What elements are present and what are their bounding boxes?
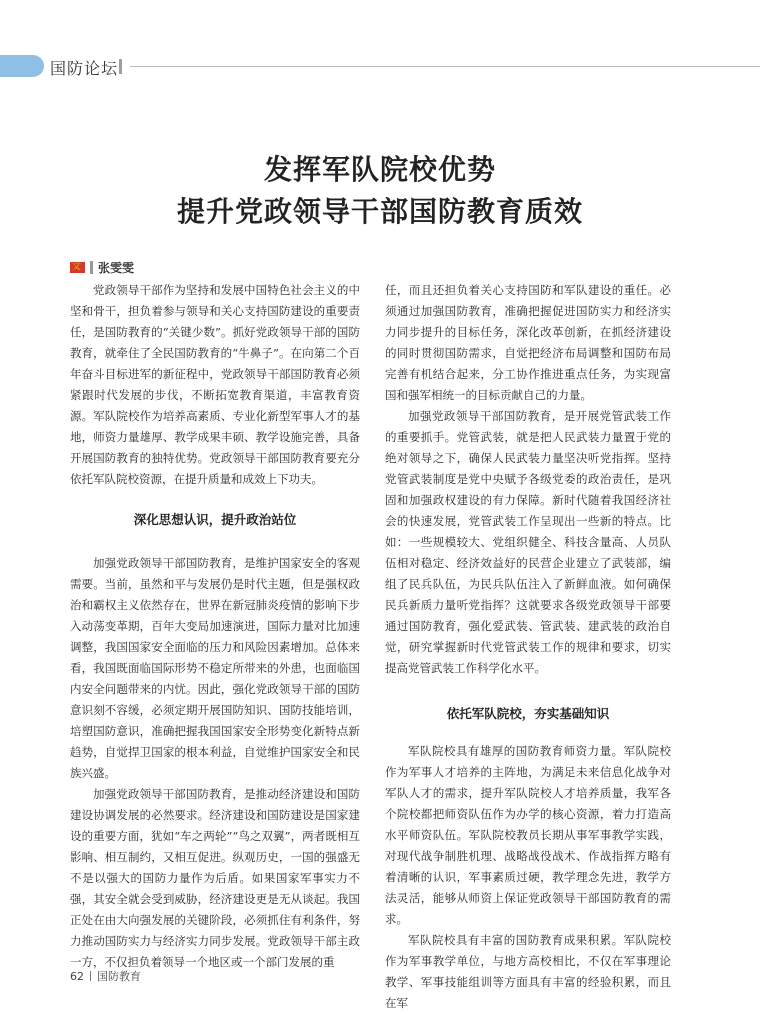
section-tab-marker	[0, 55, 44, 77]
body-paragraph: 军队院校具有雄厚的国防教育师资力量。军队院校作为军事人才培养的主阵地，为满足未来信息化战争对军队人才的需求，提升军队院校人才培养质量，我军各个院校都把师资队伍作为办学的核心资源，着力打造高水平师资队伍。军队院校教员长期从事军事教学实践，对现代战争制胜机理、战略战役战术、作战指挥方略有着清晰的认识，军事素质过硬，教学理念先进，教学方法灵活，能够从师资上保证党政领导干部国防教育的需求。	[385, 744, 671, 926]
body-paragraph: 加强党政领导干部国防教育，是维护国家安全的客观需要。当前，虽然和平与发展仍是时代主题，但是强权政治和霸权主义依然存在，世界在新冠肺炎疫情的影响下步入动荡变革期，百年大变局加速演进，国际力量对比加速调整，我国国家安全面临的压力和风险因素增加。总体来看，我国既面临国际形势不稳定所带来的外患，也面临国内安全问题带来的内忧。因此，强化党政领导干部的国防意识刻不容缓，必须定期开展国防知识、国防技能培训，培塑国防意识，准确把握我国国家安全形势变化新特点新趋势，自觉捍卫国家的根本利益，自觉维护国家安全和民族兴盛。	[70, 556, 360, 780]
author-mark: 文	[72, 262, 82, 272]
body-paragraph: 任，而且还担负着关心支持国防和军队建设的重任。必须通过加强国防教育，准确把握促进国防实力和经济实力同步提升的目标任务，深化改革创新，在抓经济建设的同时贯彻国防需求，自觉把经济布局调整和国防布局完善有机结合起来，分工协作推进重点任务，为实现富国和强军相统一的目标贡献自己的力量。	[385, 283, 671, 402]
body-paragraph: 军队院校具有丰富的国防教育成果积累。军队院校作为军事教学单位，与地方高校相比，不仅在军事理论教学、军事技能组训等方面具有丰富的经验积累，而且在军	[385, 933, 671, 1010]
left-column	[70, 280, 360, 973]
body-paragraph: 党政领导干部作为坚持和发展中国特色社会主义的中坚和骨干，担负着参与领导和关心支持国防建设的重要责任，是国防教育的“关键少数”。抓好党政领导干部的国防教育，就牵住了全民国防教育的“牛鼻子”。在向第二个百年奋斗目标进军的新征程中，党政领导干部国防教育必须紧跟时代发展的步伐，不断拓宽教育渠道，丰富教育资源。军队院校作为培养高素质、专业化新型军事人才的基地，师资力量雄厚、教学成果丰硕、教学设施完善，具备开展国防教育的独特优势。党政领导干部国防教育要充分依托军队院校资源，在提升质量和成效上下功夫。	[70, 283, 360, 486]
article-title-line-2: 提升党政领导干部国防教育质效	[176, 195, 583, 228]
section-divider-bar	[119, 59, 122, 74]
page-number: 62	[70, 970, 84, 983]
article-title-line-1: 发挥军队院校优势	[263, 153, 496, 186]
footer-divider	[90, 971, 91, 981]
right-column	[385, 280, 671, 1014]
section-subheading: 深化思想认识，提升政治站位	[133, 512, 297, 527]
magazine-name: 国防教育	[97, 970, 141, 983]
author-name: 张雯雯	[98, 261, 135, 275]
body-paragraph: 加强党政领导干部国防教育，是开展党管武装工作的重要抓手。党管武装，就是把人民武装力量置于党的绝对领导之下，确保人民武装力量坚决听党指挥。坚持党管武装制度是党中央赋予各级党委的政治责任，是巩固和加强政权建设的有力保障。新时代随着我国经济社会的快速发展，党管武装工作呈现出一些新的特点。比如：一些规模较大、党组织健全、科技含量高、人员队伍相对稳定、经济效益好的民营企业建立了武装部，编组了民兵队伍，为民兵队伍注入了新鲜血液。如何确保民兵新质力量听党指挥？这就要求各级党政领导干部要通过国防教育，强化爱武装、管武装、建武装的政治自觉，研究掌握新时代党管武装工作的规律和要求，切实提高党管武装工作科学化水平。	[385, 409, 671, 675]
section-title: 国防论坛	[50, 59, 119, 78]
page-footer	[70, 968, 141, 984]
section-subheading: 依托军队院校，夯实基础知识	[446, 706, 610, 721]
author-flag-icon	[70, 262, 85, 273]
body-paragraph: 加强党政领导干部国防教育，是推动经济建设和国防建设协调发展的必然要求。经济建设和国防建设是国家建设的重要方面，犹如“车之两轮”“鸟之双翼”，两者既相互影响、相互制约，又相互促进。纵观历史，一国的强盛无不是以强大的国防力量作为后盾。如果国家军事实力不强，其安全就会受到威胁，经济建设更是无从谈起。我国正处在由大向强发展的关键阶段，必须抓住有利条件，努力推动国防实力与经济实力同步发展。党政领导干部主政一方，不仅担负着领导一个地区或一个部门发展的重	[70, 787, 360, 969]
section-rule-line	[130, 66, 760, 67]
author-divider-bar	[90, 261, 93, 274]
